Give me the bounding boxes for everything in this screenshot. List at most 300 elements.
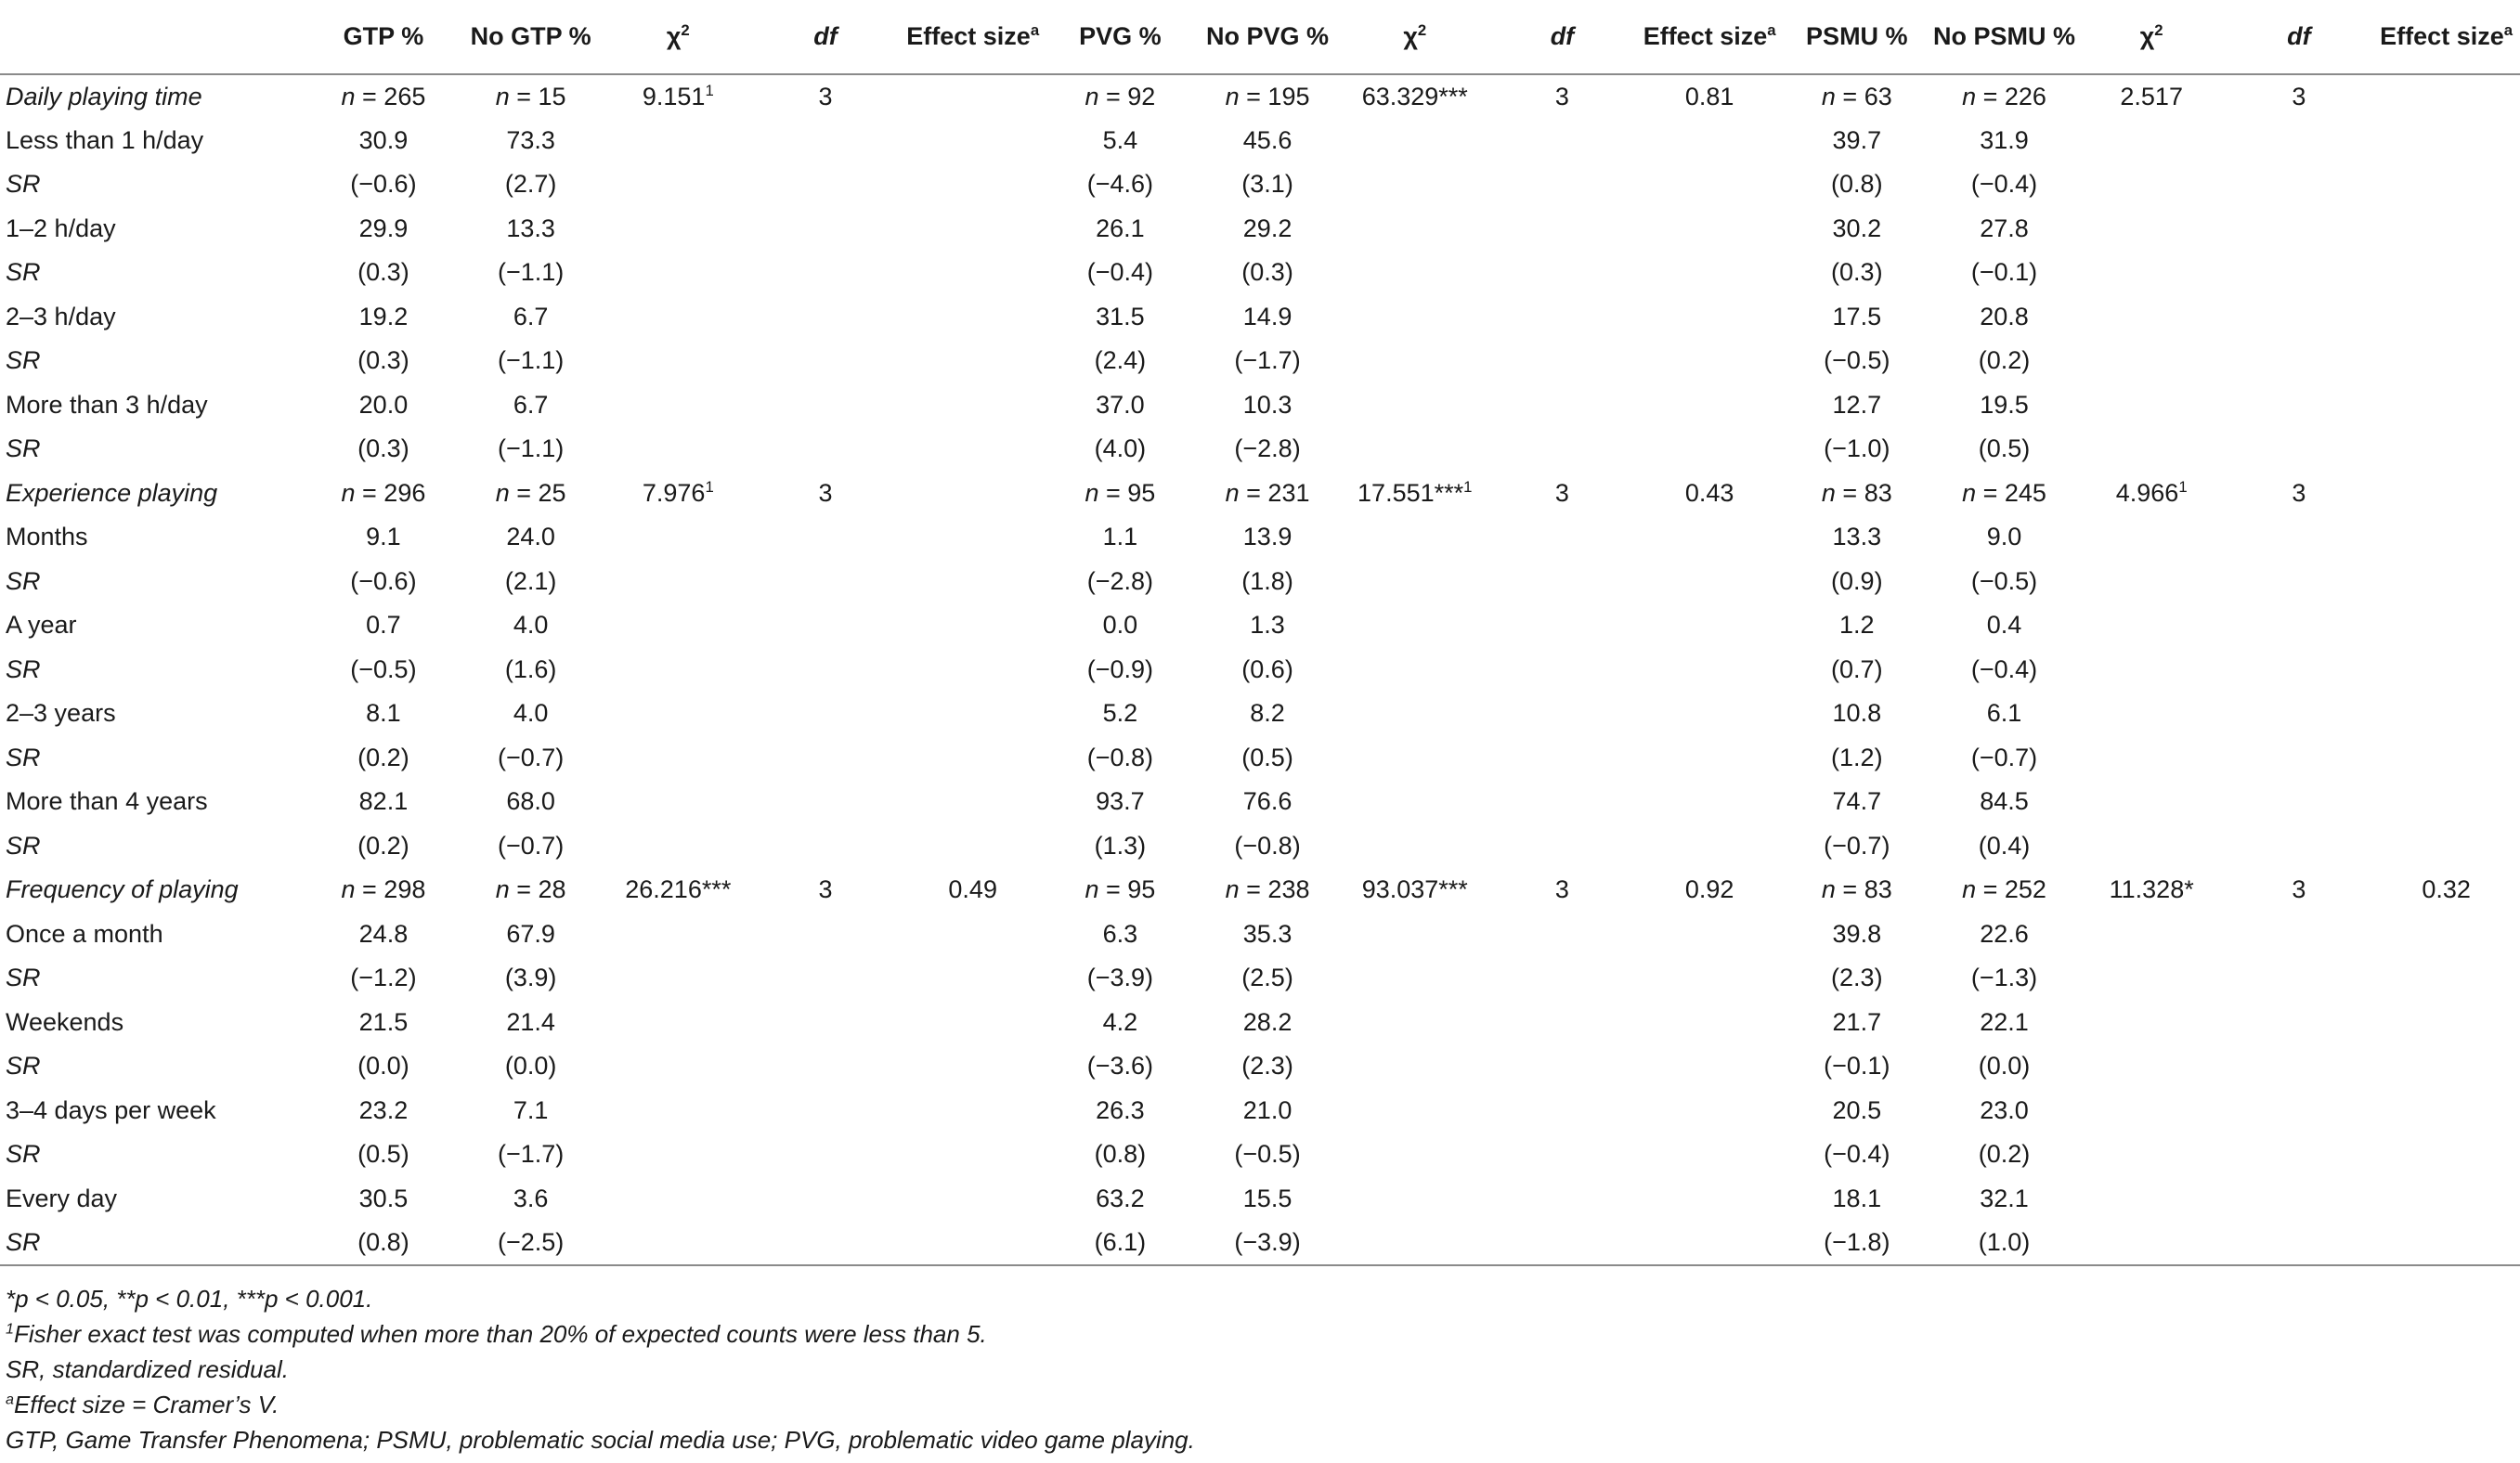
row-label: SR bbox=[6, 258, 41, 287]
table-cell: n = 226 bbox=[1962, 82, 2046, 110]
table-cell bbox=[2078, 339, 2226, 383]
table-cell: 21.0 bbox=[1242, 1095, 1292, 1124]
column-header: No PVG % bbox=[1194, 0, 1342, 74]
table-cell: 4.2 bbox=[1102, 1007, 1138, 1036]
table-cell bbox=[1636, 427, 1784, 472]
table-cell bbox=[1341, 162, 1488, 207]
table-cell: (−0.1) bbox=[1824, 1052, 1890, 1081]
table-cell: (−1.1) bbox=[497, 434, 565, 463]
table-cell: 12.7 bbox=[1832, 390, 1882, 419]
table-cell bbox=[604, 1044, 752, 1089]
table-cell bbox=[2078, 119, 2226, 163]
table-cell: 73.3 bbox=[506, 125, 555, 154]
table-cell bbox=[2226, 119, 2373, 163]
table-cell bbox=[2372, 339, 2520, 383]
table-cell bbox=[604, 251, 752, 295]
table-cell bbox=[1636, 736, 1784, 781]
table-cell bbox=[1636, 1001, 1784, 1045]
table-cell: 0.7 bbox=[366, 611, 401, 640]
table-cell: 18.1 bbox=[1832, 1184, 1882, 1212]
table-cell bbox=[1636, 1133, 1784, 1177]
table-cell bbox=[899, 1044, 1046, 1089]
table-cell: (0.3) bbox=[357, 346, 409, 375]
footnote: GTP, Game Transfer Phenomena; PSMU, problematic social media use; PVG, problematic video game playing. bbox=[6, 1426, 1195, 1454]
table-cell: (0.0) bbox=[357, 1052, 409, 1081]
table-cell bbox=[752, 515, 900, 560]
table-cell bbox=[899, 1001, 1046, 1045]
table-cell: 67.9 bbox=[506, 919, 555, 948]
table-cell bbox=[1636, 251, 1784, 295]
table-row bbox=[0, 648, 2520, 693]
table-cell bbox=[1488, 295, 1636, 340]
table-cell: (0.2) bbox=[357, 831, 409, 860]
table-cell bbox=[752, 913, 900, 957]
table-cell: (−0.7) bbox=[1970, 743, 2038, 771]
table-cell: (2.3) bbox=[1831, 964, 1883, 992]
table-cell bbox=[2078, 427, 2226, 472]
row-label: Every day bbox=[6, 1184, 118, 1212]
table-cell bbox=[899, 515, 1046, 560]
table-cell bbox=[1636, 603, 1784, 648]
table-cell: 21.4 bbox=[506, 1007, 555, 1036]
footnote: *p < 0.05, **p < 0.01, ***p < 0.001. bbox=[6, 1285, 373, 1313]
table-cell: 27.8 bbox=[1980, 214, 2029, 242]
table-cell: 1.1 bbox=[1102, 523, 1138, 551]
table-cell bbox=[604, 913, 752, 957]
table-cell: (2.3) bbox=[1241, 1052, 1293, 1081]
table-cell bbox=[1636, 780, 1784, 824]
table-cell bbox=[2226, 648, 2373, 693]
table-cell: 28.2 bbox=[1242, 1007, 1292, 1036]
table-cell: 84.5 bbox=[1980, 787, 2029, 816]
table-cell bbox=[1488, 515, 1636, 560]
table-cell: 68.0 bbox=[506, 787, 555, 816]
table-cell: (−1.2) bbox=[350, 964, 417, 992]
table-cell: 6.1 bbox=[1986, 699, 2022, 728]
table-cell bbox=[752, 1089, 900, 1133]
table-cell: (3.1) bbox=[1241, 170, 1293, 199]
table-cell bbox=[604, 339, 752, 383]
table-cell: (−0.5) bbox=[1970, 566, 2038, 595]
table-cell: 39.8 bbox=[1832, 919, 1882, 948]
table-cell bbox=[1636, 162, 1784, 207]
table-cell: (−2.8) bbox=[1234, 434, 1301, 463]
row-label: More than 4 years bbox=[6, 787, 208, 816]
table-cell bbox=[2372, 383, 2520, 428]
table-cell bbox=[604, 1221, 752, 1265]
table-cell: (1.8) bbox=[1241, 566, 1293, 595]
row-label: SR bbox=[6, 434, 41, 463]
row-label: Weekends bbox=[6, 1007, 124, 1036]
table-cell bbox=[2372, 913, 2520, 957]
table-cell bbox=[1488, 207, 1636, 252]
table-cell bbox=[899, 780, 1046, 824]
table-cell: (−0.5) bbox=[1234, 1140, 1301, 1169]
table-row bbox=[0, 603, 2520, 648]
column-header: No GTP % bbox=[457, 0, 604, 74]
row-label: 2–3 h/day bbox=[6, 302, 116, 330]
table-cell: n = 28 bbox=[495, 875, 566, 904]
row-label: SR bbox=[6, 346, 41, 375]
table-cell bbox=[752, 207, 900, 252]
table-cell bbox=[2372, 207, 2520, 252]
table-cell: 4.966$^1$ bbox=[2115, 477, 2188, 507]
table-cell bbox=[2078, 1177, 2226, 1222]
table-cell: (−1.0) bbox=[1824, 434, 1890, 463]
table-cell bbox=[899, 913, 1046, 957]
table-cell bbox=[1636, 824, 1784, 869]
row-label: 1–2 h/day bbox=[6, 214, 116, 242]
table-cell bbox=[752, 956, 900, 1001]
table-cell bbox=[2372, 295, 2520, 340]
table-cell: 3 bbox=[818, 875, 833, 904]
row-label: Daily playing time bbox=[6, 82, 202, 110]
column-header: $\chi^2$ bbox=[2078, 0, 2226, 74]
table-cell bbox=[1636, 295, 1784, 340]
table-cell: (−0.6) bbox=[350, 566, 417, 595]
table-cell bbox=[1636, 648, 1784, 693]
table-cell bbox=[752, 692, 900, 736]
table-cell bbox=[752, 648, 900, 693]
table-cell: (−3.9) bbox=[1194, 1221, 1342, 1265]
table-cell: 14.9 bbox=[1242, 302, 1292, 330]
table-cell bbox=[752, 427, 900, 472]
row-label: SR bbox=[0, 1221, 310, 1265]
table-cell: 23.0 bbox=[1980, 1095, 2029, 1124]
table-cell bbox=[899, 560, 1046, 604]
row-label: 2–3 years bbox=[6, 699, 116, 728]
table-cell bbox=[899, 427, 1046, 472]
table-cell: 0.81 bbox=[1684, 82, 1734, 110]
table-cell bbox=[2078, 1089, 2226, 1133]
table-cell: n = 15 bbox=[495, 82, 566, 110]
table-cell bbox=[2078, 692, 2226, 736]
table-cell: 3 bbox=[1554, 478, 1569, 507]
table-cell: (−0.6) bbox=[350, 170, 417, 199]
table-cell: n = 92 bbox=[1085, 82, 1156, 110]
table-cell: 1.2 bbox=[1839, 611, 1875, 640]
table-cell: 29.2 bbox=[1242, 214, 1292, 242]
table-row bbox=[0, 295, 2520, 340]
table-cell bbox=[1488, 383, 1636, 428]
table-cell bbox=[1341, 207, 1488, 252]
table-cell: 8.2 bbox=[1250, 699, 1285, 728]
table-cell: (1.3) bbox=[1094, 831, 1147, 860]
table-cell: 11.328* bbox=[2109, 875, 2194, 904]
table-cell bbox=[2226, 162, 2373, 207]
table-cell bbox=[752, 339, 900, 383]
table-cell: (−0.4) bbox=[1970, 170, 2038, 199]
table-cell: (−1.7) bbox=[497, 1140, 565, 1169]
table-row bbox=[0, 1177, 2520, 1222]
table-cell bbox=[2372, 648, 2520, 693]
table-cell bbox=[2078, 780, 2226, 824]
table-cell: (2.5) bbox=[1241, 964, 1293, 992]
column-header: df bbox=[752, 0, 900, 74]
table-cell bbox=[2078, 383, 2226, 428]
table-cell: n = 252 bbox=[1962, 875, 2046, 904]
table-cell bbox=[752, 1221, 900, 1265]
table-cell bbox=[2226, 780, 2373, 824]
table-cell: 3 bbox=[818, 82, 833, 110]
table-cell bbox=[899, 119, 1046, 163]
row-label: Less than 1 h/day bbox=[6, 125, 204, 154]
table-cell: 93.037*** bbox=[1361, 875, 1468, 904]
table-cell: 21.5 bbox=[358, 1007, 409, 1036]
table-row bbox=[0, 119, 2520, 163]
table-cell: n = 265 bbox=[341, 82, 426, 110]
table-cell bbox=[1341, 1089, 1488, 1133]
table-cell bbox=[2372, 472, 2520, 516]
table-cell: 76.6 bbox=[1242, 787, 1292, 816]
table-cell bbox=[1488, 1089, 1636, 1133]
table-cell bbox=[604, 560, 752, 604]
table-cell bbox=[604, 383, 752, 428]
table-cell: (0.8) bbox=[1094, 1140, 1147, 1169]
table-row bbox=[0, 251, 2520, 295]
table-cell: n = 95 bbox=[1085, 875, 1156, 904]
table-cell bbox=[899, 1221, 1046, 1265]
table-row bbox=[0, 427, 2520, 472]
table-cell bbox=[1341, 956, 1488, 1001]
table-cell: (−0.4) bbox=[1086, 258, 1154, 287]
table-cell bbox=[2372, 736, 2520, 781]
table-cell: 9.151$^1$ bbox=[642, 81, 714, 110]
table-cell bbox=[899, 736, 1046, 781]
table-cell bbox=[752, 1001, 900, 1045]
table-cell bbox=[1488, 956, 1636, 1001]
row-label: Once a month bbox=[6, 919, 163, 948]
table-cell bbox=[1488, 824, 1636, 869]
table-cell bbox=[604, 515, 752, 560]
table-cell bbox=[752, 1177, 900, 1222]
table-cell: 63.2 bbox=[1096, 1184, 1145, 1212]
table-row bbox=[0, 162, 2520, 207]
table-cell bbox=[2078, 560, 2226, 604]
table-row bbox=[0, 780, 2520, 824]
table-cell bbox=[1341, 295, 1488, 340]
table-cell: n = 95 bbox=[1085, 478, 1156, 507]
table-cell bbox=[1488, 648, 1636, 693]
table-cell: (0.7) bbox=[1831, 654, 1883, 683]
table-cell bbox=[1636, 1089, 1784, 1133]
table-cell bbox=[752, 736, 900, 781]
table-cell: 9.1 bbox=[366, 523, 401, 551]
table-cell bbox=[2372, 162, 2520, 207]
table-cell: (1.6) bbox=[504, 654, 557, 683]
table-cell bbox=[2226, 207, 2373, 252]
table-cell: (0.8) bbox=[310, 1221, 458, 1265]
table-cell bbox=[2226, 1221, 2373, 1265]
table-cell bbox=[2372, 119, 2520, 163]
table-cell bbox=[604, 824, 752, 869]
table-cell: n = 25 bbox=[495, 478, 566, 507]
table-cell bbox=[1488, 119, 1636, 163]
table-cell: 45.6 bbox=[1242, 125, 1292, 154]
table-cell: (0.2) bbox=[1978, 346, 2031, 375]
row-label: Frequency of playing bbox=[6, 875, 239, 904]
table-cell: 10.8 bbox=[1832, 699, 1882, 728]
table-row bbox=[0, 1044, 2520, 1089]
table-cell bbox=[899, 1089, 1046, 1133]
table-cell bbox=[1488, 1001, 1636, 1045]
table-cell bbox=[1341, 560, 1488, 604]
table-cell: 13.3 bbox=[1832, 523, 1882, 551]
table-cell bbox=[2372, 1133, 2520, 1177]
table-cell bbox=[899, 472, 1046, 516]
table-footnotes bbox=[6, 1281, 2513, 1457]
table-cell: 24.0 bbox=[506, 523, 555, 551]
table-cell bbox=[1636, 956, 1784, 1001]
table-cell bbox=[1341, 339, 1488, 383]
table-cell bbox=[1341, 383, 1488, 428]
table-cell: n = 83 bbox=[1821, 875, 1892, 904]
table-cell bbox=[2226, 1177, 2373, 1222]
table-cell bbox=[1636, 1044, 1784, 1089]
table-cell bbox=[2078, 824, 2226, 869]
table-cell: (4.0) bbox=[1094, 434, 1147, 463]
row-label: More than 3 h/day bbox=[6, 390, 208, 419]
table-cell: 1.3 bbox=[1250, 611, 1285, 640]
table-cell bbox=[752, 780, 900, 824]
table-cell: 2.517 bbox=[2120, 82, 2183, 110]
table-cell bbox=[1341, 603, 1488, 648]
table-cell: 3 bbox=[1554, 875, 1569, 904]
table-cell bbox=[899, 74, 1046, 119]
column-header: Effect size$^a$ bbox=[1636, 0, 1784, 74]
table-cell bbox=[1636, 207, 1784, 252]
table-row bbox=[0, 74, 2520, 119]
table-row bbox=[0, 560, 2520, 604]
table-cell bbox=[899, 251, 1046, 295]
table-cell bbox=[752, 295, 900, 340]
table-cell bbox=[899, 207, 1046, 252]
table-row bbox=[0, 1001, 2520, 1045]
table-cell bbox=[752, 560, 900, 604]
table-cell bbox=[2372, 603, 2520, 648]
table-cell bbox=[2226, 339, 2373, 383]
table-cell bbox=[899, 1133, 1046, 1177]
table-cell bbox=[1488, 692, 1636, 736]
table-cell: 19.2 bbox=[358, 302, 409, 330]
table-cell bbox=[2372, 1221, 2520, 1265]
table-cell bbox=[2078, 736, 2226, 781]
table-row bbox=[0, 913, 2520, 957]
table-cell: 3 bbox=[2292, 875, 2306, 904]
column-header: Effect size$^a$ bbox=[2372, 0, 2520, 74]
table-cell: (0.5) bbox=[1241, 743, 1293, 771]
table-cell: n = 83 bbox=[1821, 478, 1892, 507]
table-header bbox=[0, 0, 2520, 74]
table-cell: 31.9 bbox=[1980, 125, 2029, 154]
table-cell bbox=[1341, 1221, 1488, 1265]
table-cell bbox=[2226, 736, 2373, 781]
table-row bbox=[0, 868, 2520, 913]
table-cell bbox=[1341, 736, 1488, 781]
table-cell bbox=[1488, 560, 1636, 604]
table-row bbox=[0, 956, 2520, 1001]
table-cell bbox=[752, 603, 900, 648]
table-cell bbox=[2372, 780, 2520, 824]
table-cell: 29.9 bbox=[358, 214, 409, 242]
table-cell: 17.5 bbox=[1832, 302, 1882, 330]
table-cell: (−1.1) bbox=[497, 258, 565, 287]
table-cell bbox=[604, 119, 752, 163]
table-cell bbox=[2372, 1044, 2520, 1089]
table-cell bbox=[2372, 1001, 2520, 1045]
table-cell bbox=[1636, 560, 1784, 604]
table-cell: (−1.1) bbox=[497, 346, 565, 375]
table-cell bbox=[2078, 648, 2226, 693]
table-row bbox=[0, 1089, 2520, 1133]
table-cell: 93.7 bbox=[1096, 787, 1145, 816]
table-row bbox=[0, 207, 2520, 252]
table-cell: (0.2) bbox=[357, 743, 409, 771]
column-header: GTP % bbox=[310, 0, 458, 74]
table-cell: 39.7 bbox=[1832, 125, 1882, 154]
table-cell bbox=[899, 956, 1046, 1001]
table-cell: n = 238 bbox=[1225, 875, 1310, 904]
table-row bbox=[0, 472, 2520, 516]
table-cell: 4.0 bbox=[513, 699, 549, 728]
table-cell: 4.0 bbox=[513, 611, 549, 640]
table-cell: 22.6 bbox=[1980, 919, 2029, 948]
table-cell bbox=[752, 251, 900, 295]
table-cell: (0.2) bbox=[1978, 1140, 2031, 1169]
table-row bbox=[0, 824, 2520, 869]
table-cell: (−0.7) bbox=[1824, 831, 1890, 860]
table-cell bbox=[1341, 1177, 1488, 1222]
table-row bbox=[0, 1133, 2520, 1177]
table-cell bbox=[604, 1177, 752, 1222]
table-cell bbox=[604, 207, 752, 252]
table-cell: (0.3) bbox=[357, 258, 409, 287]
table-cell bbox=[1636, 515, 1784, 560]
table-cell bbox=[2078, 162, 2226, 207]
table-cell: (−4.6) bbox=[1086, 170, 1154, 199]
table-cell bbox=[1488, 1044, 1636, 1089]
table-cell bbox=[2226, 1044, 2373, 1089]
table-cell bbox=[1636, 913, 1784, 957]
table-row bbox=[0, 1221, 2520, 1265]
table-cell: 20.5 bbox=[1832, 1095, 1882, 1124]
table-cell bbox=[899, 692, 1046, 736]
table-cell: (0.3) bbox=[1831, 258, 1883, 287]
table-cell: 3 bbox=[1554, 82, 1569, 110]
table-cell: 8.1 bbox=[366, 699, 401, 728]
table-cell bbox=[2078, 1001, 2226, 1045]
table-cell bbox=[2078, 913, 2226, 957]
table-cell bbox=[2078, 1044, 2226, 1089]
row-label: 3–4 days per week bbox=[6, 1095, 216, 1124]
table-cell bbox=[2372, 427, 2520, 472]
table-cell: (2.4) bbox=[1094, 346, 1147, 375]
table-cell: (−0.4) bbox=[1824, 1140, 1890, 1169]
table-cell bbox=[2226, 913, 2373, 957]
table-cell: (−0.7) bbox=[497, 743, 565, 771]
table-cell: 74.7 bbox=[1832, 787, 1882, 816]
table-cell: 0.49 bbox=[948, 875, 997, 904]
table-cell: (6.1) bbox=[1046, 1221, 1194, 1265]
table-cell: (0.3) bbox=[1241, 258, 1293, 287]
table-cell: (2.7) bbox=[504, 170, 557, 199]
table-cell bbox=[2226, 295, 2373, 340]
table-cell: (0.3) bbox=[357, 434, 409, 463]
table-cell bbox=[1341, 648, 1488, 693]
table-cell bbox=[752, 824, 900, 869]
table-cell bbox=[1636, 339, 1784, 383]
table-cell: 0.4 bbox=[1986, 611, 2022, 640]
